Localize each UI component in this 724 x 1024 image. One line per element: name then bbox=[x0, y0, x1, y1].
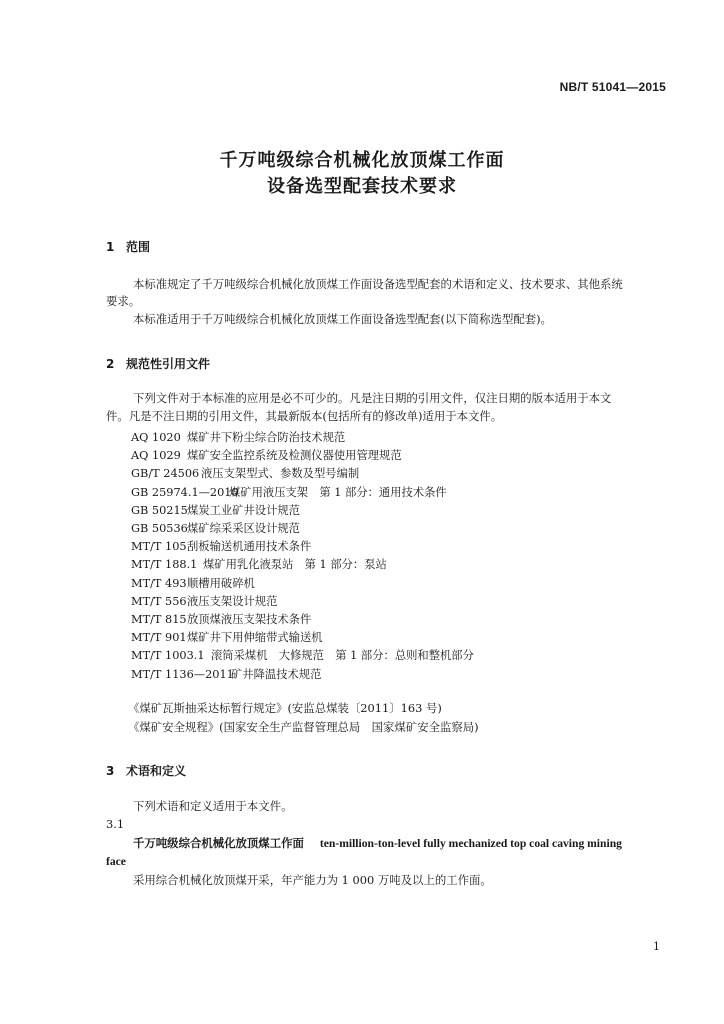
reference-title: 滚筒采煤机 大修规范 第 1 部分：总则和整机部分 bbox=[211, 649, 474, 663]
reference-title: 煤矿用液压支架 第 1 部分：通用技术条件 bbox=[229, 485, 447, 499]
reference-title: 煤矿井下用伸缩带式输送机 bbox=[187, 631, 323, 645]
reference-code: MT/T 556 bbox=[131, 594, 187, 608]
reference-code: MT/T 1136—2011 bbox=[131, 667, 234, 681]
section-number: 3 bbox=[106, 764, 115, 778]
term-english-continued: face bbox=[106, 855, 126, 868]
page-number: 1 bbox=[653, 940, 660, 953]
term-entry bbox=[133, 836, 622, 851]
reference-code: MT/T 901 bbox=[131, 631, 187, 645]
document-title-line2: 设备选型配套技术要求 bbox=[267, 176, 457, 197]
section-1-para-2: 本标准适用于千万吨级综合机械化放顶煤工作面设备选型配套(以下简称选型配套)。 bbox=[133, 312, 552, 326]
reference-item bbox=[131, 538, 311, 554]
reference-item bbox=[131, 647, 474, 663]
reference-code: MT/T 105 bbox=[131, 540, 187, 554]
section-1-para-1-line-2: 要求。 bbox=[106, 294, 141, 308]
regulation-doc-1: 《煤矿瓦斯抽采达标暂行规定》(安监总煤装〔2011〕163 号) bbox=[128, 701, 442, 715]
reference-title: 液压支架型式、参数及型号编制 bbox=[201, 467, 360, 481]
reference-code: AQ 1029 bbox=[131, 449, 181, 463]
section-1-heading bbox=[106, 238, 150, 255]
reference-code: MT/T 493 bbox=[131, 576, 187, 590]
document-title-line1: 千万吨级综合机械化放顶煤工作面 bbox=[219, 150, 505, 171]
reference-item bbox=[131, 447, 402, 463]
section-title: 术语和定义 bbox=[126, 764, 187, 778]
standard-code: NB/T 51041—2015 bbox=[559, 80, 666, 94]
reference-item bbox=[131, 465, 359, 481]
reference-code: GB 25974.1—2010 bbox=[131, 485, 239, 499]
reference-title: 煤矿用乳化液泵站 第 1 部分：泵站 bbox=[203, 558, 387, 572]
section-title: 规范性引用文件 bbox=[126, 357, 211, 371]
reference-code: MT/T 1003.1 bbox=[131, 649, 205, 663]
reference-code: MT/T 815 bbox=[131, 613, 187, 626]
section-2-para-1-line-2: 件。凡是不注日期的引用文件，其最新版本(包括所有的修改单)适用于本文件。 bbox=[106, 409, 503, 423]
section-1-para-1-line-1: 本标准规定了千万吨级综合机械化放顶煤工作面设备选型配套的术语和定义、技术要求、其他系统 bbox=[133, 277, 623, 291]
term-chinese: 千万吨级综合机械化放顶煤工作面 bbox=[133, 836, 304, 850]
reference-code: GB/T 24506 bbox=[131, 467, 200, 481]
reference-title: 煤炭工业矿井设计规范 bbox=[187, 503, 300, 517]
reference-code: MT/T 188.1 bbox=[131, 558, 198, 572]
reference-code: GB 50536 bbox=[131, 522, 188, 535]
reference-title: 矿井降温技术规范 bbox=[231, 667, 322, 681]
term-english: ten-million-ton-level fully mechanized top coal caving mining bbox=[319, 837, 622, 850]
reference-item bbox=[131, 520, 300, 536]
section-2-heading bbox=[106, 355, 210, 372]
section-number: 1 bbox=[106, 240, 115, 254]
subsection-number: 3.1 bbox=[106, 817, 125, 831]
section-3-para-1: 下列术语和定义适用于本文件。 bbox=[133, 799, 293, 813]
term-definition: 采用综合机械化放顶煤开采，年产能力为 1 000 万吨及以上的工作面。 bbox=[133, 873, 492, 887]
reference-item bbox=[131, 575, 255, 591]
reference-title: 液压支架设计规范 bbox=[187, 594, 278, 608]
reference-code: AQ 1020 bbox=[131, 431, 181, 444]
section-title: 范围 bbox=[126, 240, 151, 254]
regulation-doc-2: 《煤矿安全规程》(国家安全生产监督管理总局 国家煤矿安全监察局) bbox=[128, 720, 479, 734]
reference-item bbox=[131, 629, 323, 645]
reference-item bbox=[131, 502, 300, 518]
reference-item bbox=[131, 666, 321, 682]
reference-item bbox=[131, 429, 345, 445]
reference-item bbox=[131, 593, 277, 609]
reference-item bbox=[131, 556, 387, 572]
reference-item bbox=[131, 611, 311, 627]
reference-code: GB 50215 bbox=[131, 503, 188, 517]
reference-title: 刮板输送机通用技术条件 bbox=[187, 540, 312, 554]
reference-title: 煤矿安全监控系统及检测仪器使用管理规范 bbox=[187, 449, 402, 463]
reference-item bbox=[131, 484, 447, 500]
reference-title: 放顶煤液压支架技术条件 bbox=[187, 613, 312, 626]
section-number: 2 bbox=[106, 357, 115, 371]
reference-title: 煤矿综采采区设计规范 bbox=[187, 522, 300, 535]
section-2-para-1-line-1: 下列文件对于本标准的应用是必不可少的。凡是注日期的引用文件，仅注日期的版本适用于本文 bbox=[133, 391, 612, 405]
section-3-heading bbox=[106, 762, 186, 779]
reference-title: 煤矿井下粉尘综合防治技术规范 bbox=[187, 431, 346, 444]
reference-title: 顺槽用破碎机 bbox=[187, 576, 255, 590]
